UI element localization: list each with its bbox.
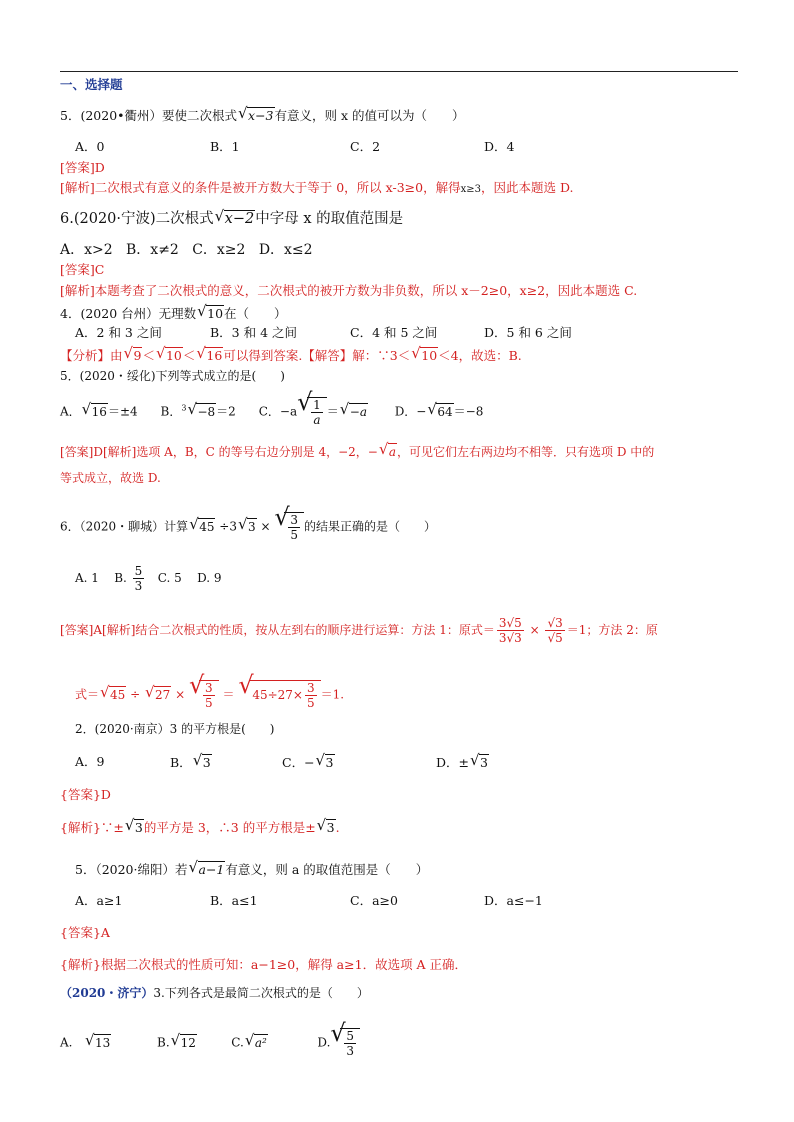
q6-stem: 2．(2020·南京）3 的平方根是( ) <box>75 722 275 736</box>
q7-analysis: {解析}根据二次根式的性质可知：a−1≥0，解得 a≥1．故选项 A 正确． <box>60 957 468 972</box>
q3-stem: 4．(2020 台州）无理数 √ 10在（ ） <box>60 302 287 321</box>
q5-analysis-2: 式＝ √ 45 ÷ √ 27 × √ $\frac{3}{5}$ ＝ √ 45÷27× $\frac{3}{5}$ ＝1. <box>75 671 345 710</box>
q3-option-c: C．4 和 5 之间 <box>350 325 438 340</box>
q5-stem: 6．（2020・聊城）计算 √ 45 ÷3 √ 3 × √ $\frac{3}{5}$ 的结果正确的是（ ） <box>60 503 437 542</box>
q1-option-c: C．2 <box>350 139 381 154</box>
q7-option-a: A．a≥1 <box>75 893 123 908</box>
q2-answer: [答案]C <box>60 262 105 277</box>
q7-option-d: D．a≤−1 <box>484 893 543 908</box>
q4-options: A． √ 16＝±4 B．$^3$ √ −8＝2 C．−a √ $\frac{1}{a}$ ＝ √ −a D．− √ 64＝−8 <box>60 388 484 427</box>
q7-answer: {答案}A <box>60 925 110 940</box>
q6-option-d: D．± √ 3 <box>436 751 488 770</box>
q1-stem: 5．(2020•衢州）要使二次根式 √ x−3有意义，则 x 的值可以为（ ） <box>60 104 465 123</box>
q4-analysis-2: 等式成立，故选 D. <box>60 471 161 485</box>
q6-option-a: A．9 <box>75 754 105 769</box>
q8-stem: （2020・济宁）3.下列各式是最简二次根式的是（ ） <box>60 986 369 1000</box>
q2-options: A．x>2 B．x≠2 C．x≥2 D．x≤2 <box>60 242 313 258</box>
q6-answer: {答案}D <box>60 787 111 802</box>
q1-analysis: [解析]二次根式有意义的条件是被开方数大于等于 0，所以 x-3≥0，解得x≥3，因此本题选 D. <box>60 180 574 195</box>
q1-answer: [答案]D <box>60 160 105 175</box>
q2-analysis: [解析]本题考查了二次根式的意义，二次根式的被开方数为非负数，所以 x－2≥0，x≥2，因此本题选 C. <box>60 283 638 298</box>
q4-analysis-1: [答案]D[解析]选项 A，B，C 的等号右边分别是 4，−2，− √ a，可见它们左右两边均不相等．只有选项 D 中的 <box>60 440 655 459</box>
q6-option-c: C．− √ 3 <box>282 751 334 770</box>
q3-option-b: B．3 和 4 之间 <box>210 325 298 340</box>
q7-option-c: C．a≥0 <box>350 893 398 908</box>
q3-analysis: 【分析】由 √ 9＜ √ 10＜ √ 16可以得到答案.【解答】解：∵3＜ √ 10＜4，故选：B. <box>60 344 522 363</box>
q1-option-a: A．0 <box>75 139 105 154</box>
q3-option-d: D．5 和 6 之间 <box>484 325 572 340</box>
q7-option-b: B．a≤1 <box>210 893 258 908</box>
top-rule <box>60 71 738 72</box>
q7-stem: 5．（2020·绵阳）若 √ a−1有意义，则 a 的取值范围是（ ） <box>75 858 429 877</box>
q1-option-b: B．1 <box>210 139 240 154</box>
q6-option-b: B． √ 3 <box>170 751 211 770</box>
q4-stem: 5．(2020・绥化)下列等式成立的是( ) <box>60 369 285 383</box>
q1-option-d: D．4 <box>484 139 515 154</box>
q3-option-a: A．2 和 3 之间 <box>75 325 162 340</box>
q5-analysis-1: [答案]A[解析]结合二次根式的性质，按从左到右的顺序进行运算：方法 1：原式＝ $\frac{3√5}{3√3}$ × $\frac{√3}{√5}$ ＝1；方法 2：原 <box>60 616 658 645</box>
q2-stem: 6.(2020·宁波)二次根式 √ x−2中字母 x 的取值范围是 <box>60 207 404 227</box>
section-title: 一、选择题 <box>60 77 123 92</box>
q8-options: A. √ 13 B. √ 12 C. √ a² D. √ $\frac{5}{3}$ <box>60 1028 360 1058</box>
q5-options: A. 1 B. $\frac{5}{3}$ C. 5 D. 9 <box>75 564 222 593</box>
q6-analysis: {解析}∵± √ 3的平方是 3，∴3 的平方根是± √ 3. <box>60 816 340 835</box>
